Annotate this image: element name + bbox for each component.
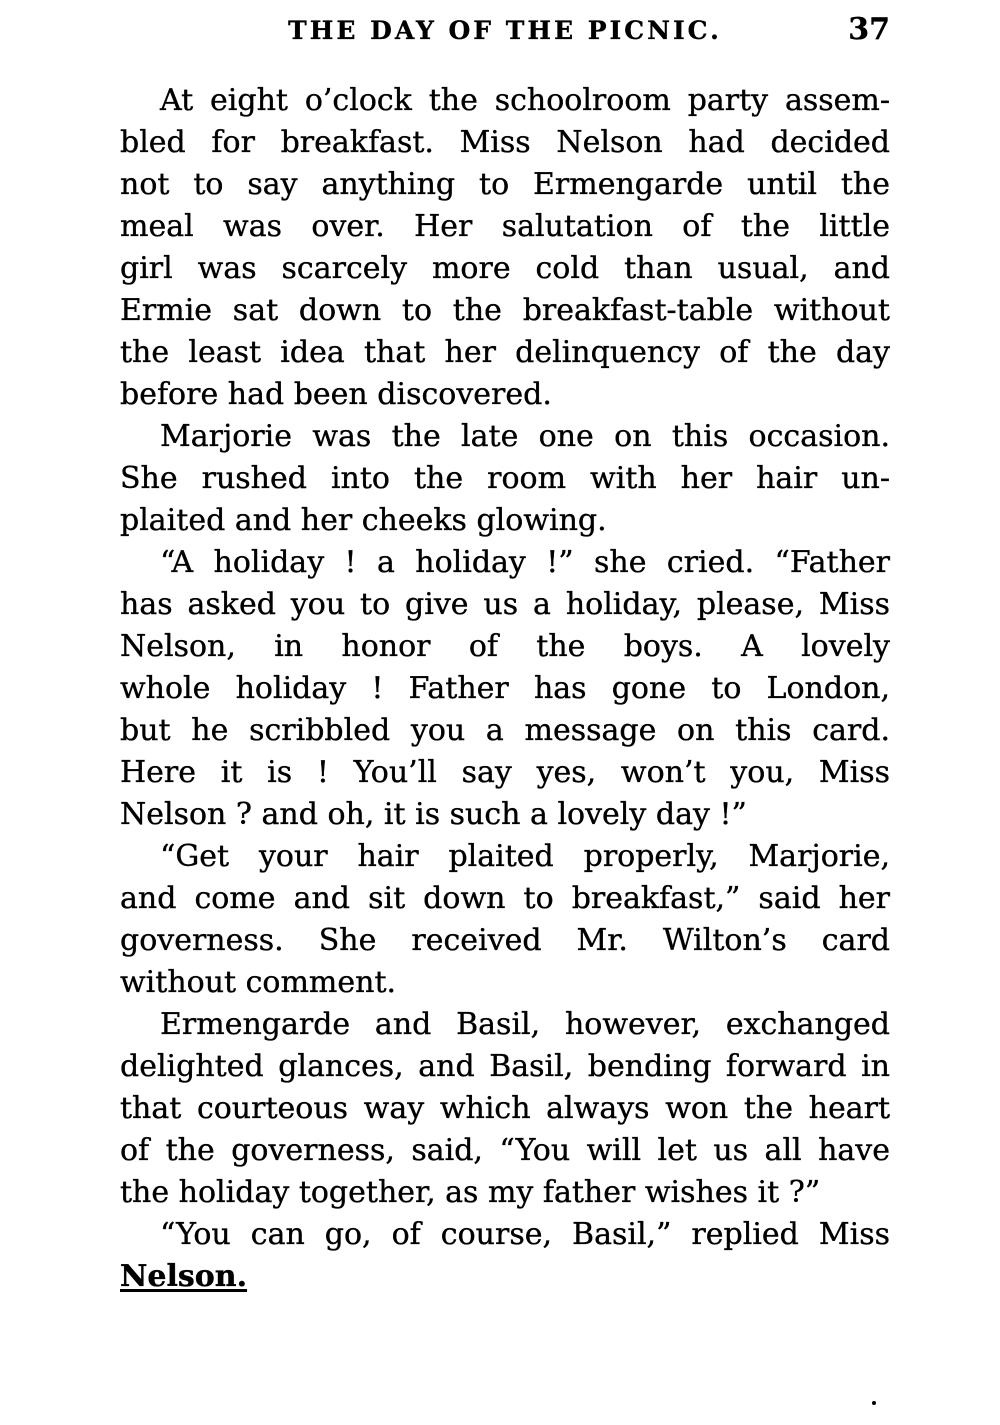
text-line: has asked you to give us a holiday, please, Miss — [120, 587, 890, 622]
text-line: meal was over. Her salutation of the little — [120, 209, 890, 244]
text-line: Ermengarde and Basil, however, exchanged — [160, 1007, 890, 1042]
text-line: governess. She received Mr. Wilton’s card — [120, 923, 890, 958]
running-head — [120, 12, 890, 50]
text-line: but he scribbled you a message on this card. — [120, 713, 890, 748]
text-line: bled for breakfast. Miss Nelson had decided — [120, 125, 890, 160]
text-line: “Get your hair plaited properly, Marjorie, — [160, 839, 890, 874]
text-line: and come and sit down to breakfast,” said her — [120, 881, 890, 916]
text-line: without comment. — [120, 965, 397, 1000]
text-line: the least idea that her delinquency of the day — [120, 335, 890, 370]
text-line: Nelson. — [120, 1259, 248, 1294]
text-line: not to say anything to Ermengarde until the — [120, 167, 890, 202]
text-line: delighted glances, and Basil, bending forward in — [120, 1049, 890, 1084]
text-line: “You can go, of course, Basil,” replied Miss — [160, 1217, 890, 1252]
text-line: “A holiday ! a holiday !” she cried. “Father — [160, 545, 890, 580]
text-line: Here it is ! You’ll say yes, won’t you, Miss — [120, 755, 890, 790]
page-body — [120, 80, 890, 1298]
text-line: the holiday together, as my father wishes it ?” — [120, 1175, 821, 1210]
text-line: At eight o’clock the schoolroom party assem- — [160, 83, 890, 118]
text-line: whole holiday ! Father has gone to London, — [120, 671, 890, 706]
chapter-title: THE DAY OF THE PICNIC. — [288, 16, 722, 45]
text-line: of the governess, said, “You will let us all have — [120, 1133, 890, 1168]
text-line: before had been discovered. — [120, 377, 552, 412]
text-line: that courteous way which always won the heart — [120, 1091, 890, 1126]
text-line: girl was scarcely more cold than usual, and — [120, 251, 890, 286]
text-line: plaited and her cheeks glowing. — [120, 503, 607, 538]
text-line: Marjorie was the late one on this occasion. — [160, 419, 890, 454]
text-line: Ermie sat down to the breakfast-table without — [120, 293, 890, 328]
ink-speck-artifact — [872, 1401, 876, 1405]
page-number: 37 — [848, 12, 890, 47]
text-line: Nelson ? and oh, it is such a lovely day !” — [120, 797, 747, 832]
text-line: She rushed into the room with her hair un- — [120, 461, 890, 496]
text-line: Nelson, in honor of the boys. A lovely — [120, 629, 890, 664]
